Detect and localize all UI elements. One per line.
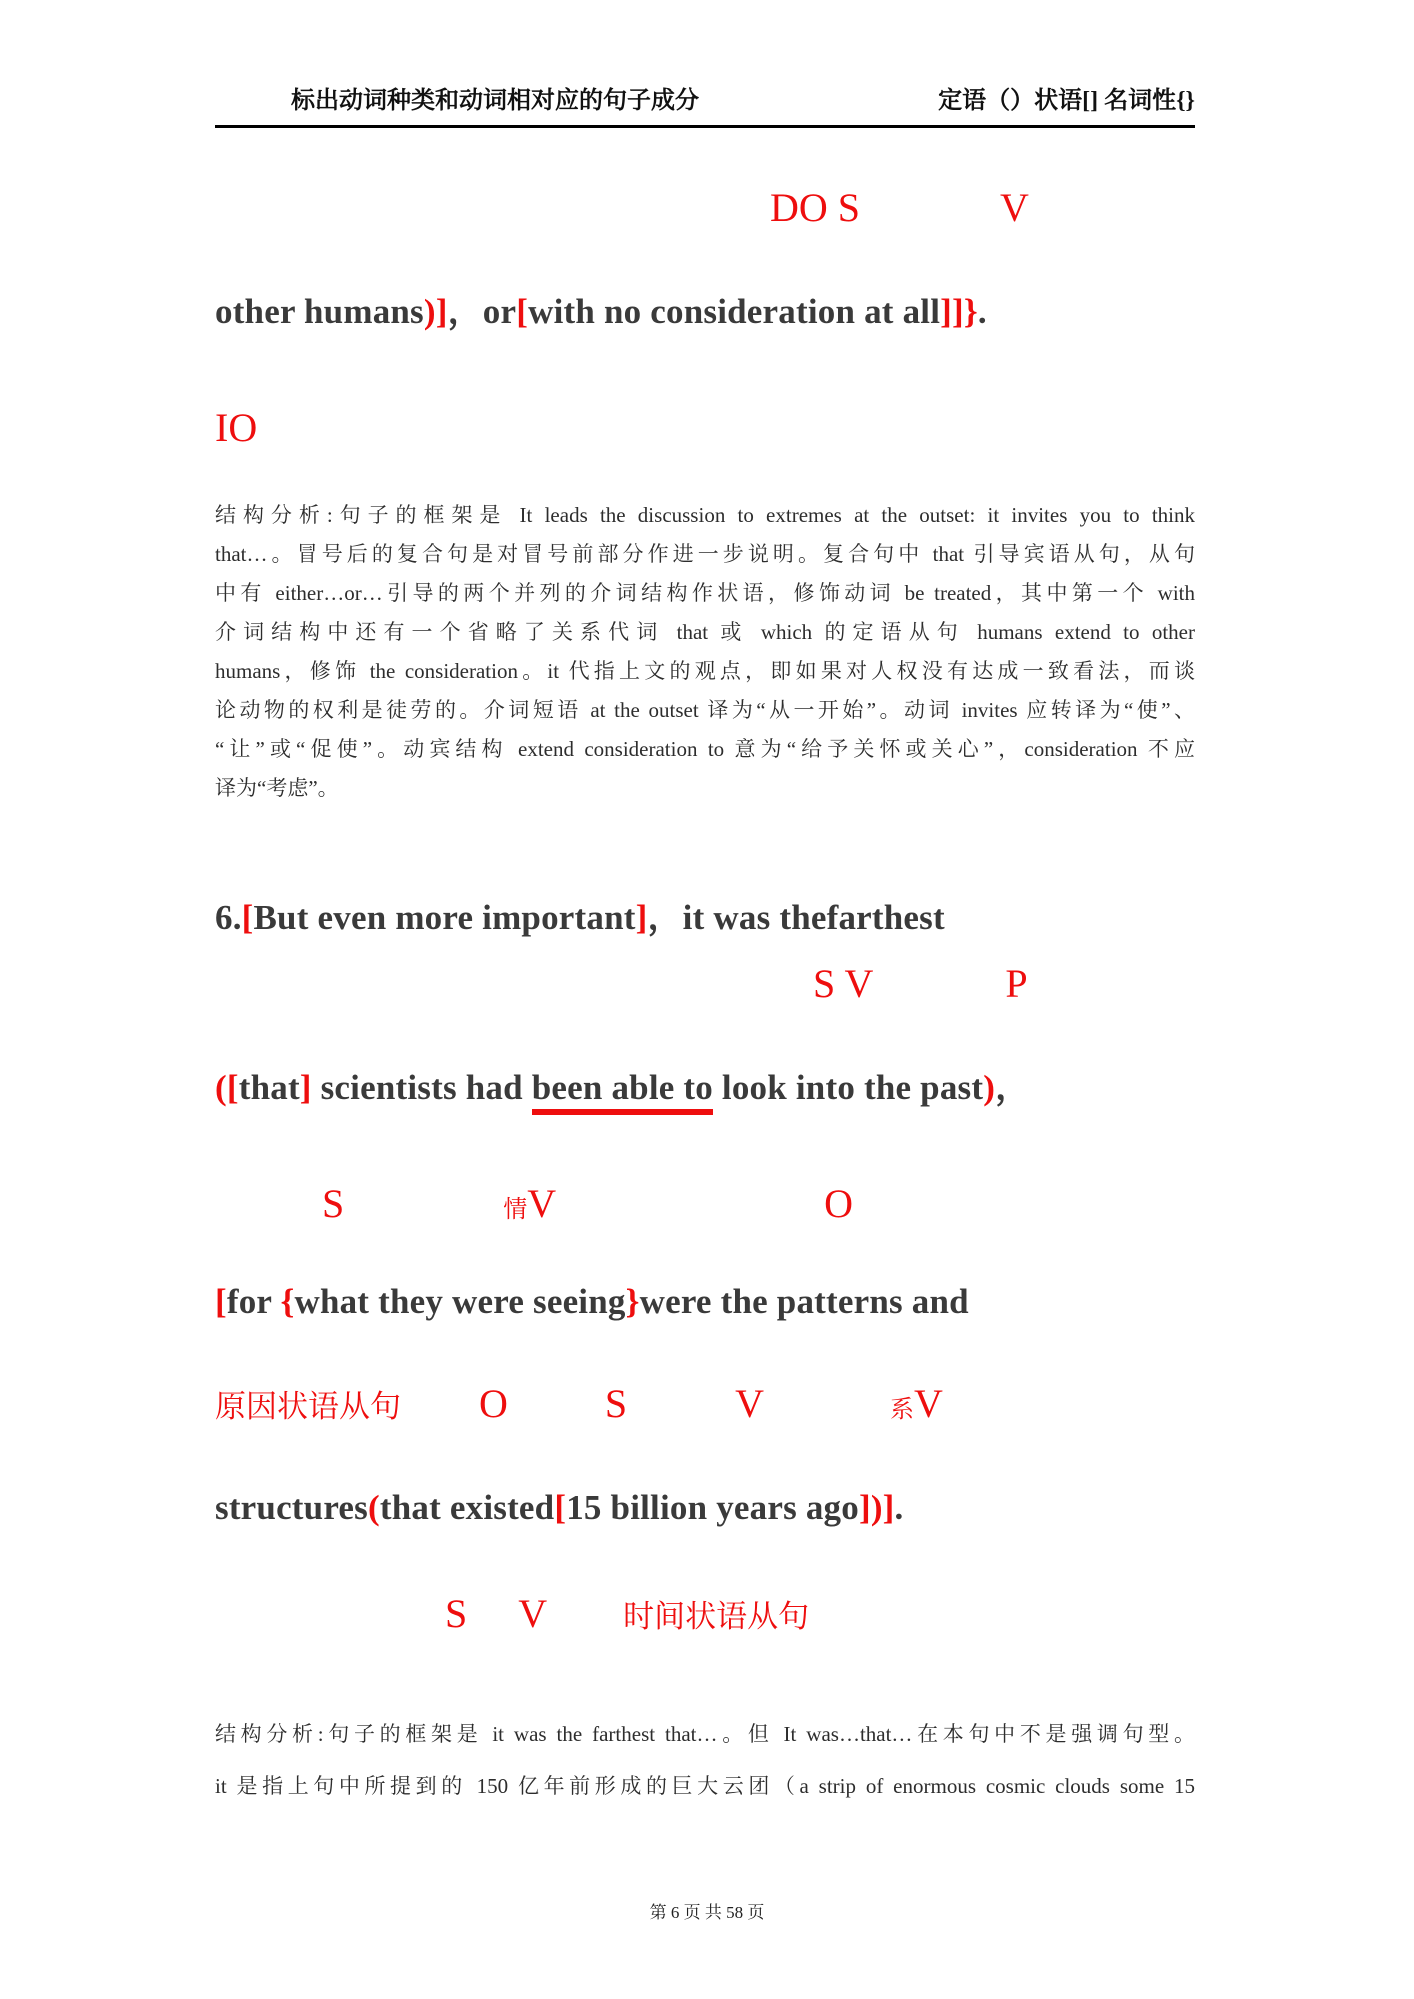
sentence-text: ，or [447,292,517,331]
bracket-red: ) [983,1068,996,1107]
annotation-label-cn: 原因状语从句 [215,1389,401,1424]
bracket-red: [ [241,898,254,937]
sentence-fragment-5 [215,1488,904,1528]
sentence-text: 6. [215,898,242,937]
bracket-red: ([ [215,1068,239,1107]
sentence-text: 15 billion years ago [566,1488,859,1527]
sentence-fragment-1 [215,292,987,332]
bracket-red: [ [554,1488,567,1527]
analysis-line: humans，修饰 the consideration。it 代指上文的观点，即如果对人权没有达成一致看法，而谈 [215,659,1195,683]
sentence-text: ， [995,1068,1031,1107]
sentence-fragment-4 [215,1282,969,1322]
annotation-label: S [445,1591,468,1636]
annotation-label: S [322,1181,345,1226]
page-number: 第 6 页 共 58 页 [649,1903,765,1922]
annotation-label: V [527,1181,557,1226]
annotation-label-cn: 情 [503,1197,528,1223]
bracket-red: ( [368,1488,380,1527]
bracket-red: [ [516,292,529,331]
analysis-line: 论动物的权利是徒劳的。介词短语 at the outset 译为“从一开始”。动词 invites 应转译为“使”、 [215,698,1195,722]
sentence-text: that existed [379,1488,555,1527]
sentence-text: ，it was thefarthest [647,898,945,937]
sentence-text: . [977,292,987,331]
annotation-label: V [914,1381,943,1426]
sentence-text: what they were seeing [294,1282,626,1321]
sentence-text: . [894,1488,904,1527]
sentence-text: with no consideration at all [528,292,941,331]
bracket-red: { [280,1282,295,1321]
annotation-reason-clause [215,1382,943,1426]
analysis-line: 介词结构中还有一个省略了关系代词 that 或 which 的定语从句 humans extend to other [215,620,1195,644]
analysis-line: “让”或“促使”。动宾结构 extend consideration to 意为“给予关怀或关心”，consideration 不应 [215,737,1195,761]
annotation-label: O [824,1181,854,1226]
annotation-label: DO S [770,185,861,230]
analysis-line: 结构分析:句子的框架是 it was the farthest that…。但 It was…that…在本句中不是强调句型。 [215,1722,1195,1746]
annotation-label-cn: 时间状语从句 [623,1599,810,1634]
annotation-sv-p [215,962,1028,1006]
bracket-red: ]]} [940,292,978,331]
sentence-text: scientists had [311,1068,532,1107]
page-header [215,80,1195,128]
analysis-line: 译为“考虑”。 [215,776,339,800]
analysis-line: it 是指上句中所提到的 150 亿年前形成的巨大云团（a strip of enormous cosmic clouds some 15 [215,1774,1195,1798]
sentence-text: structures [215,1488,368,1527]
sentence-text: look into the past [712,1068,984,1107]
header-right-legend: 定语（）状语[] 名词性{} [938,88,1195,114]
analysis-paragraph-2 [215,1708,1195,1812]
annotation-label: O [479,1381,508,1426]
sentence-text: that [238,1068,300,1107]
sentence-text: were the patterns and [639,1282,969,1321]
bracket-red: )] [423,292,448,331]
sentence-text: for [226,1282,281,1321]
annotation-label: IO [215,405,258,450]
annotation-time-clause [215,1592,809,1636]
analysis-line: 结构分析:句子的框架是 It leads the discussion to extremes at the outset: it invites you to think [215,503,1195,527]
bracket-red: ] [635,898,648,937]
annotation-do-s-v [215,186,1029,230]
annotation-label: P [1005,961,1028,1006]
bracket-red: [ [215,1282,227,1321]
annotation-label: V [735,1381,765,1426]
annotation-label-cn: 系 [890,1397,915,1423]
analysis-line: 中有 either…or…引导的两个并列的介词结构作状语，修饰动词 be treated，其中第一个 with [215,581,1195,605]
annotation-io [215,406,257,450]
bracket-red: } [625,1282,640,1321]
sentence-text: But even more important [253,898,636,937]
annotation-label: V [518,1591,548,1636]
header-left-title: 标出动词种类和动词相对应的句子成分 [291,88,699,114]
analysis-paragraph-1 [215,496,1195,808]
bracket-red: ])] [858,1488,895,1527]
annotation-label: S [604,1381,628,1426]
annotation-label: S V [813,961,874,1006]
annotation-label: V [1000,185,1029,230]
example-6-heading [215,898,945,938]
sentence-fragment-3 [215,1068,1030,1108]
analysis-line: that…。冒号后的复合句是对冒号前部分作进一步说明。复合句中 that 引导宾语从句，从句 [215,542,1195,566]
underlined-phrase: been able to [532,1068,713,1115]
annotation-s-qingv-o [215,1182,853,1226]
bracket-red: ] [299,1068,312,1107]
sentence-text: other humans [215,292,424,331]
